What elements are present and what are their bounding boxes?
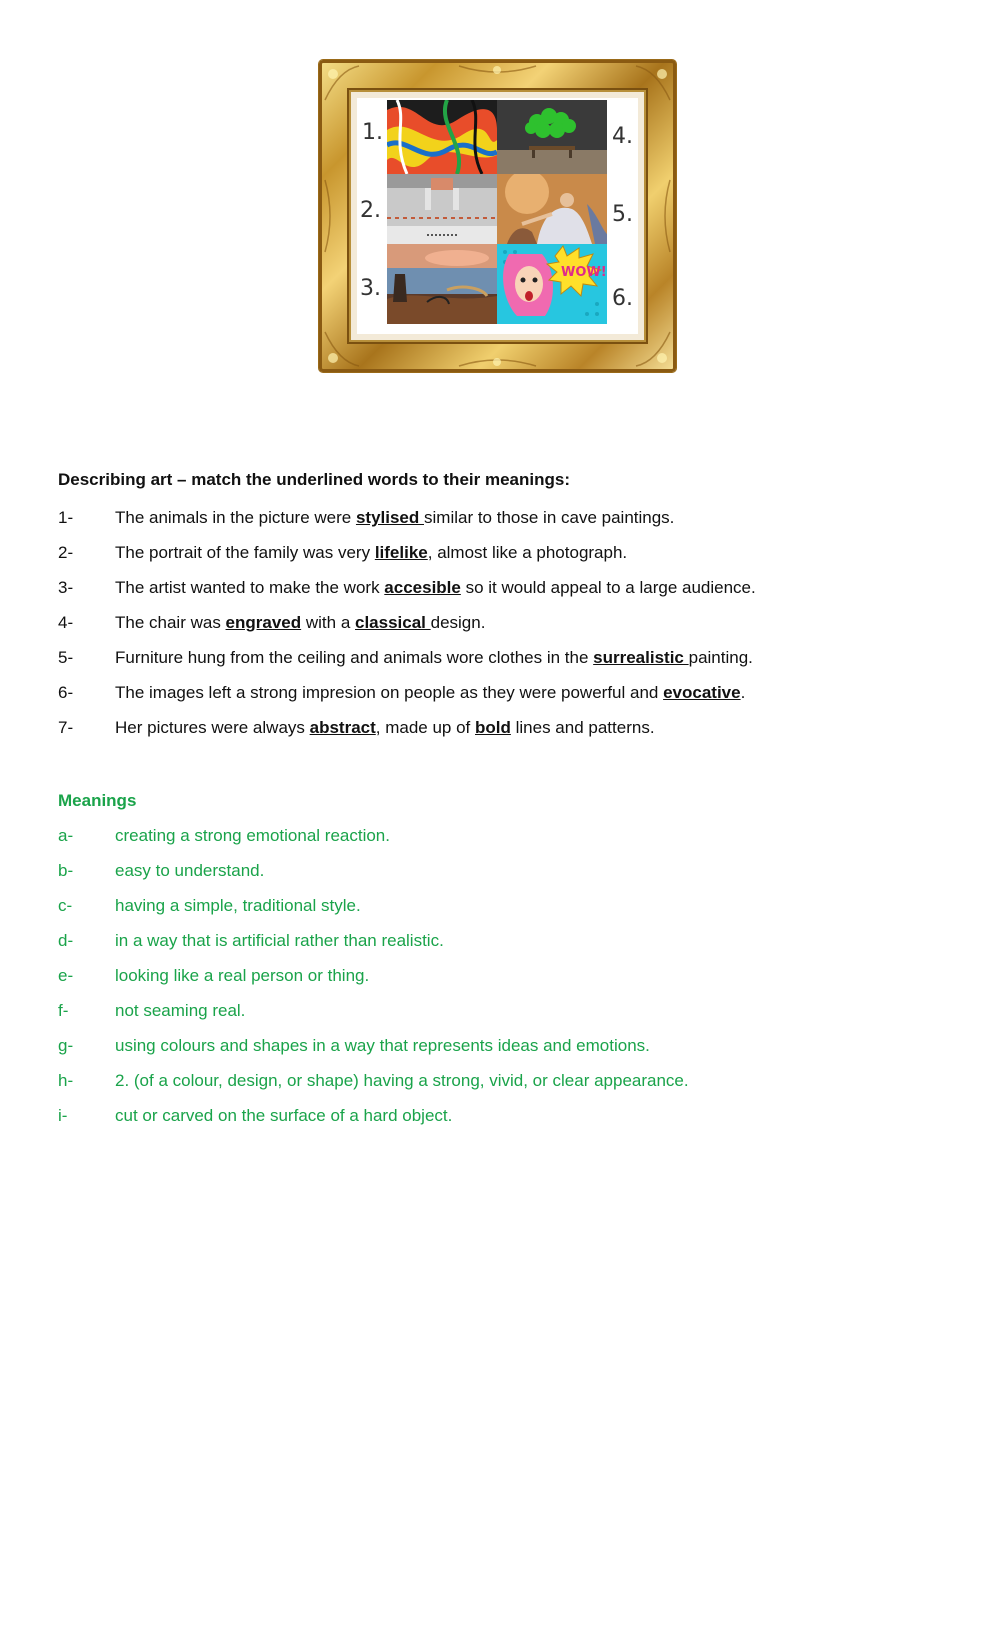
underlined-word: surrealistic [593, 648, 689, 667]
picture-number-3: 3. [360, 276, 381, 301]
picture-mat [349, 90, 646, 342]
underlined-word: accesible [384, 578, 461, 597]
picture-number-5: 5. [612, 202, 633, 227]
picture-number-6: 6. [612, 286, 633, 311]
sentence-number: 2- [58, 543, 74, 562]
sentence-text: Her pictures were always abstract, made up of bold lines and patterns. [115, 718, 655, 737]
underlined-word: stylised [355, 508, 424, 527]
underlined-word: classical [355, 613, 431, 632]
meaning-letter: g- [58, 1036, 74, 1055]
meaning-letter: a- [58, 826, 74, 845]
sentence-number: 5- [58, 648, 74, 667]
underlined-word: bold [475, 718, 511, 737]
sentence-text: The chair was engraved with a classical design. [115, 613, 486, 632]
underlined-word: engraved [225, 613, 302, 632]
picture-canvas [357, 98, 638, 334]
meaning-text: looking like a real person or thing. [115, 966, 370, 985]
exercise-heading: Describing art – match the underlined words to their meanings: [58, 470, 570, 489]
sentence-text: The animals in the picture were stylised similar to those in cave paintings. [115, 508, 675, 527]
sentence-text: The portrait of the family was very lifelike, almost like a photograph. [115, 543, 628, 562]
meaning-text: 2. (of a colour, design, or shape) having a strong, vivid, or clear appearance. [115, 1071, 689, 1090]
sentence-number: 4- [58, 613, 74, 632]
picture-number-2: 2. [360, 198, 381, 223]
meaning-text: easy to understand. [115, 861, 265, 880]
artwork-green-balloons [497, 100, 607, 174]
underlined-word: evocative [663, 683, 741, 702]
meaning-letter: c- [58, 896, 73, 915]
meaning-letter: b- [58, 861, 74, 880]
sentence-text: The artist wanted to make the work accesible so it would appeal to a large audience. [115, 578, 756, 597]
meaning-text: using colours and shapes in a way that represents ideas and emotions. [115, 1036, 650, 1055]
framed-art-picture [319, 60, 676, 372]
meaning-text: in a way that is artificial rather than realistic. [115, 931, 444, 950]
sentence-text: The images left a strong impresion on people as they were powerful and evocative. [115, 683, 746, 702]
underlined-word: lifelike [374, 543, 428, 562]
meaning-letter: h- [58, 1071, 74, 1090]
artwork-classical-engraving [387, 174, 497, 244]
meaning-letter: d- [58, 931, 74, 950]
meaning-text: cut or carved on the surface of a hard object. [115, 1106, 453, 1125]
sentence-number: 7- [58, 718, 74, 737]
picture-number-1: 1. [362, 120, 383, 145]
sentence-number: 3- [58, 578, 74, 597]
meaning-text: not seaming real. [115, 1001, 246, 1020]
meaning-letter: f- [58, 1001, 69, 1020]
meaning-letter: e- [58, 966, 74, 985]
meaning-text: creating a strong emotional reaction. [115, 826, 390, 845]
artwork-surrealistic-landscape [387, 244, 497, 324]
artwork-abstract-swirl [387, 100, 497, 174]
sentence-number: 1- [58, 508, 74, 527]
meaning-text: having a simple, traditional style. [115, 896, 361, 915]
artwork-classical-painting [497, 174, 607, 244]
pop-art-wow-text: WOW! [561, 265, 607, 280]
underlined-word: abstract [309, 718, 376, 737]
meanings-heading: Meanings [58, 791, 137, 810]
picture-number-4: 4. [612, 124, 633, 149]
artwork-pop-art [497, 244, 607, 324]
meaning-letter: i- [58, 1106, 68, 1125]
sentence-number: 6- [58, 683, 74, 702]
sentence-text: Furniture hung from the ceiling and animals wore clothes in the surrealistic painting. [115, 648, 753, 667]
